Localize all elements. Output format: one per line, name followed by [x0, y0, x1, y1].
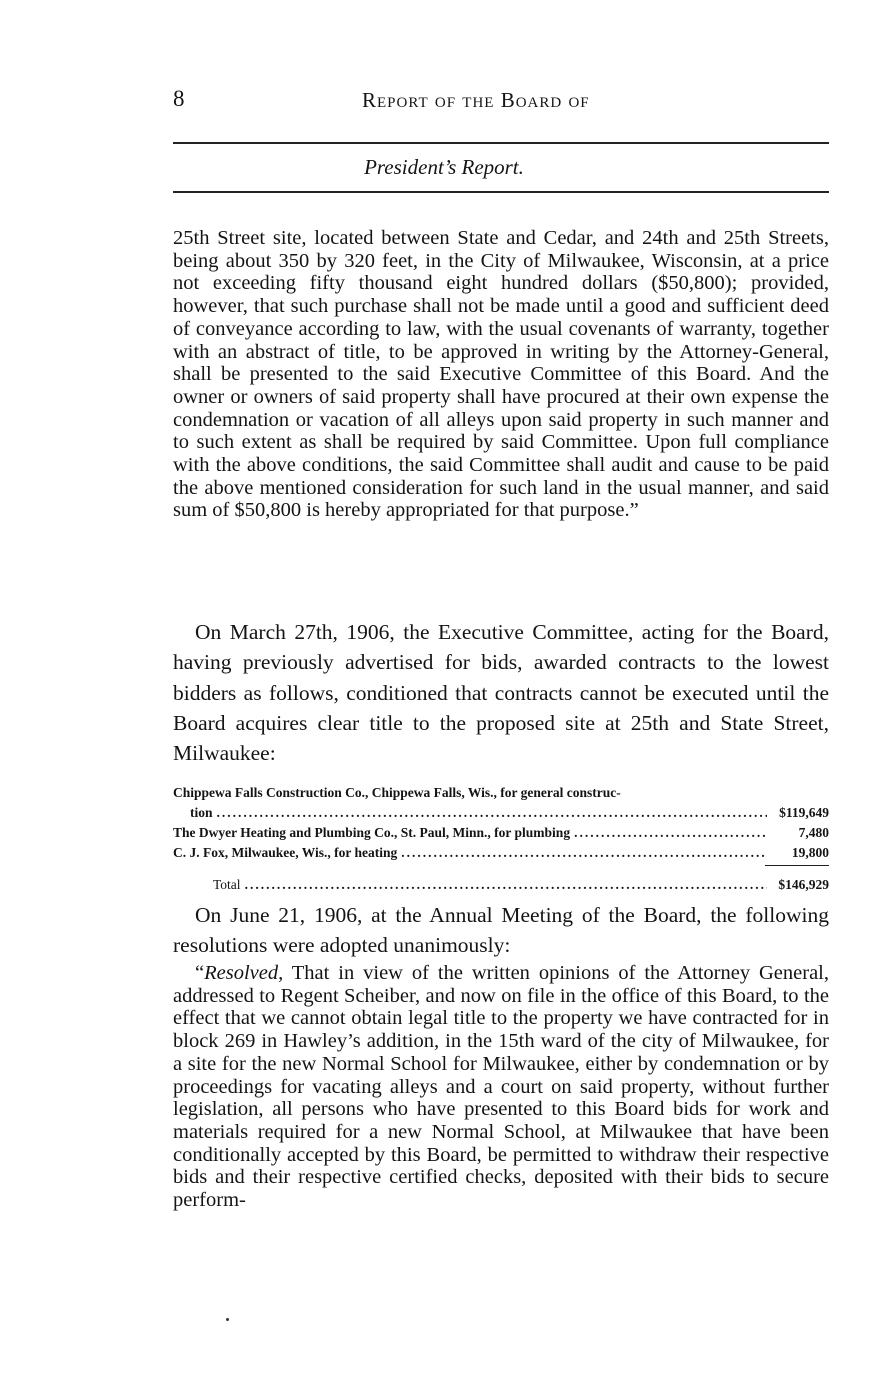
total-amount: $146,929: [778, 877, 829, 892]
bid-label: tion: [190, 805, 213, 820]
resolution-paragraph: [173, 962, 829, 1212]
open-quote: “: [195, 962, 205, 984]
leader-dots: [574, 823, 767, 843]
bid-row: [173, 843, 829, 863]
june-paragraph-text: On June 21, 1906, at the Annual Meeting of the Board, the following resolutions were adopted unanimously:: [173, 903, 829, 958]
sum-rule: [765, 865, 829, 866]
bid-amount: 19,800: [791, 845, 829, 860]
resolution-body: That in view of the written opinions of the Attorney General, addressed to Regent Scheiber, and now on file in the office of this Board, to the effect that we cannot obtain legal title to the property we have contracted for in block 269 in Hawley’s addition, in the 15th ward of the city of Milwaukee, for a site for the new Normal School for Milwaukee, either by condemnation or by proceedings for vacating alleys and a court on said property, without further legislation, all persons who have presented to this Board bids for work and materials required for a new Normal School, at Milwaukee that have been conditionally accepted by this Board, be permitted to withdraw their respective bids and their respective certified checks, deposited with their bids to secure perform-: [173, 962, 829, 1212]
bid-amount: 7,480: [798, 825, 829, 840]
resolved-keyword: Resolved,: [204, 962, 284, 984]
bid-label: C. J. Fox, Milwaukee, Wis., for heating: [173, 845, 398, 860]
page-number: 8: [173, 86, 185, 111]
leader-dots: [401, 843, 767, 863]
june-paragraph: [173, 900, 829, 961]
resolution-text: [173, 962, 829, 1212]
leader-dots: [245, 875, 767, 895]
bids-table: [173, 783, 829, 895]
bid-amount: $119,649: [779, 805, 829, 820]
leader-dots: [217, 803, 767, 823]
total-label: Total: [213, 877, 241, 892]
running-head: Report of the Board of: [362, 88, 590, 112]
continued-paragraph-text: 25th Street site, located between State and Cedar, and 24th and 25th Streets, being about 350 by 320 feet, in the City of Milwaukee, Wisconsin, at a price not exceeding fifty thousand eight hundred dollars ($50,800); provided, however, that such purchase shall not be made until a good and sufficient deed of conveyance according to law, with the usual covenants of warranty, together with an abstract of title, to be approved in writing by the Attorney-General, shall be presented to the said Executive Committee of this Board. And the owner or owners of said property shall have procured at their own expense the condemnation or vacation of all alleys upon said property in such manner and to such extent as shall be required by said Committee. Upon full compliance with the above conditions, the said Committee shall audit and cause to be paid the above mentioned consideration for such land in the usual manner, and said sum of $50,800 is hereby appropriated for that purpose.”: [173, 227, 829, 522]
header-rule-bottom: [173, 191, 829, 193]
bid-label: Chippewa Falls Construction Co., Chippewa Falls, Wis., for general construc-: [173, 785, 621, 800]
bid-label: The Dwyer Heating and Plumbing Co., St. Paul, Minn., for plumbing: [173, 825, 571, 840]
bid-row: [173, 823, 829, 843]
march-paragraph-text: On March 27th, 1906, the Executive Committee, acting for the Board, having previously advertised for bids, awarded contracts to the lowest bidders as follows, conditioned that contracts cannot be executed until the Board acquires clear title to the proposed site at 25th and State Street, Milwaukee:: [173, 620, 829, 766]
bid-row: [173, 803, 829, 823]
print-speck: [226, 1318, 229, 1321]
header-rule-top: [173, 142, 829, 144]
bid-row: [173, 783, 829, 803]
continued-paragraph: [173, 227, 829, 522]
section-title-text: President’s Report.: [364, 155, 524, 179]
section-title: [0, 155, 887, 180]
bid-total-row: [173, 875, 829, 895]
march-paragraph: [173, 617, 829, 768]
